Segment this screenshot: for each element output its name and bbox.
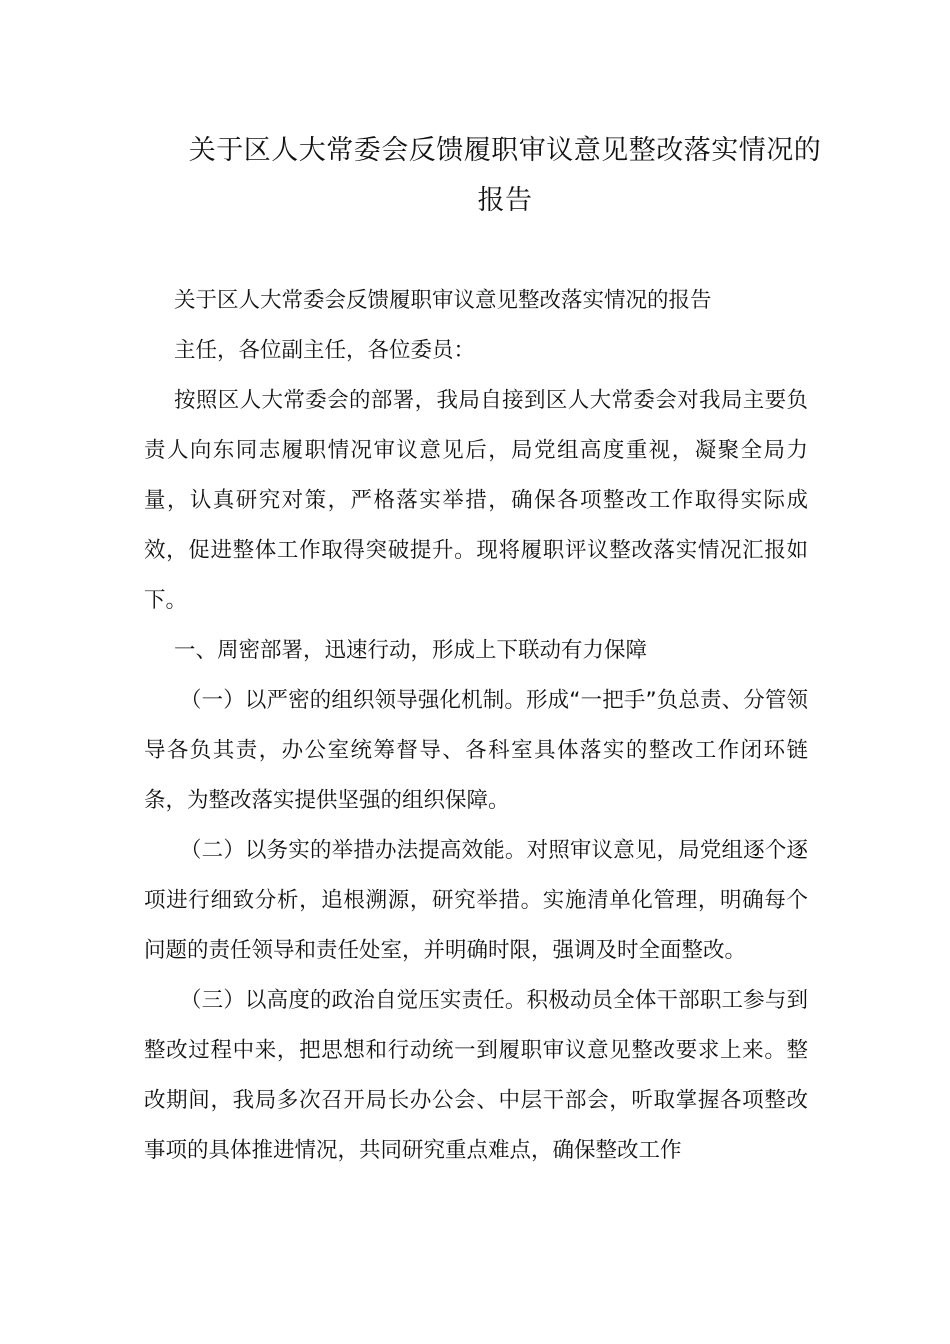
section-heading-1: 一、周密部署，迅速行动，形成上下联动有力保障	[174, 638, 648, 663]
document-body	[144, 276, 808, 1176]
intro-paragraph: 按照区人大常委会的部署，我局自接到区人大常委会对我局主要负责人向东同志履职情况审议意见后，局党组高度重视，凝聚全局力量，认真研究对策，严格落实举措，确保各项整改工作取得实际成效，促进整体工作取得突破提升。现将履职评议整改落实情况汇报如下。	[144, 388, 808, 613]
document-title-line-2: 报告	[477, 185, 533, 216]
subsection-paragraph-2: （二）以务实的举措办法提高效能。对照审议意见，局党组逐个逐项进行细致分析，追根溯源，研究举措。实施清单化管理，明确每个问题的责任领导和责任处室，并明确时限，强调及时全面整改。	[144, 838, 808, 963]
subsection-paragraph-1: （一）以严密的组织领导强化机制。形成“一把手”负总责、分管领导各负其责，办公室统筹督导、各科室具体落实的整改工作闭环链条，为整改落实提供坚强的组织保障。	[144, 688, 808, 813]
report-heading-paragraph: 关于区人大常委会反馈履职审议意见整改落实情况的报告	[174, 288, 712, 313]
document-title-line-1: 关于区人大常委会反馈履职审议意见整改落实情况的	[188, 135, 822, 166]
salutation-paragraph: 主任，各位副主任，各位委员：	[174, 338, 476, 363]
subsection-paragraph-3: （三）以高度的政治自觉压实责任。积极动员全体干部职工参与到整改过程中来，把思想和行动统一到履职审议意见整改要求上来。整改期间，我局多次召开局长办公会、中层干部会，听取掌握各项整改事项的具体推进情况，共同研究重点难点，确保整改工作	[144, 988, 808, 1163]
